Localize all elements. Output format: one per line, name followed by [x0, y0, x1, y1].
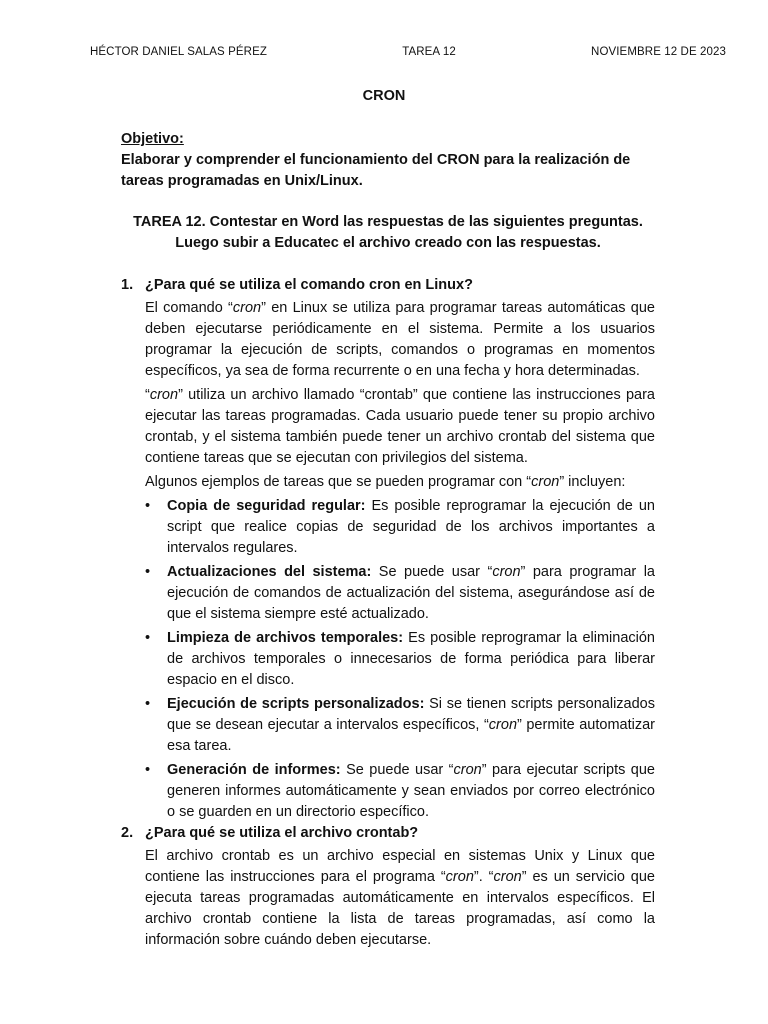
- bullet-icon: •: [145, 696, 151, 712]
- example-term: Actualizaciones del sistema:: [167, 564, 372, 580]
- text-run: “: [145, 387, 150, 403]
- text-run: ” en Linux se utiliza para programar tareas automáticas que deben ejecutarse periódicamente en el sistema. Permite a los usuarios programar la ejecución de scripts, comandos o programas en momentos específicos, ya sea de forma recurrente o en una fecha y hora determinadas.: [145, 300, 655, 379]
- question-title: ¿Para qué se utiliza el archivo crontab?: [145, 825, 419, 841]
- example-text: Se puede usar “: [371, 564, 493, 580]
- question-title: ¿Para qué se utiliza el comando cron en Linux?: [145, 277, 473, 293]
- header-assignment: TAREA 12: [402, 46, 456, 58]
- objective-text: Elaborar y comprender el funcionamiento del CRON para la realización de tareas programadas en Unix/Linux.: [121, 152, 631, 189]
- bullet-icon: •: [145, 498, 151, 514]
- questions-list: [121, 275, 655, 951]
- question-1: [121, 275, 655, 823]
- objective-label: Objetivo:: [121, 131, 184, 147]
- example-text: Es posible reprogramar la ejecución de un script que realice copias de seguridad de los archivos importantes a intervalos regulares.: [167, 498, 655, 556]
- example-text: Es posible reprogramar la eliminación de archivos temporales o innecesarios de forma periódica para liberar espacio en el disco.: [167, 630, 655, 688]
- task-line-1: TAREA 12. Contestar en Word las respuestas de las siguientes preguntas.: [133, 214, 643, 230]
- cron-term: cron: [488, 717, 518, 733]
- list-item: [145, 628, 655, 691]
- page-title: CRON: [362, 88, 406, 104]
- task-instructions: [121, 212, 655, 254]
- examples-list: [145, 496, 655, 823]
- objective-section: [121, 129, 655, 192]
- cron-term: cron: [531, 474, 560, 490]
- question-number: 1.: [121, 277, 134, 293]
- cron-term: cron: [232, 300, 262, 316]
- bullet-icon: •: [145, 762, 151, 778]
- text-run: El comando “: [145, 300, 233, 316]
- cron-term: cron: [453, 762, 482, 778]
- example-text: ” para ejecutar scripts que generen informes automáticamente y sean enviados por correo electrónico o se guarden en un directorio específico.: [167, 762, 655, 820]
- bullet-icon: •: [145, 630, 151, 646]
- list-item: [145, 694, 655, 757]
- header-date: NOVIEMBRE 12 DE 2023: [591, 46, 726, 58]
- answer-paragraph: [145, 846, 655, 951]
- example-term: Limpieza de archivos temporales:: [167, 630, 404, 646]
- cron-term: cron: [492, 564, 521, 580]
- question-2: [121, 823, 655, 951]
- question-number: 2.: [121, 825, 134, 841]
- cron-term: cron: [493, 869, 522, 885]
- example-text: ” para programar la ejecución de comandos de actualización del sistema, asegurándose así de que el sistema siempre esté actualizado.: [167, 564, 655, 622]
- document-body: [121, 129, 655, 951]
- text-run: ”. “: [473, 869, 494, 885]
- answer-paragraph: [145, 472, 655, 493]
- list-item: [145, 760, 655, 823]
- cron-term: cron: [149, 387, 179, 403]
- text-run: ” utiliza un archivo llamado “crontab” que contiene las instrucciones para ejecutar las tareas programadas. Cada usuario puede tener su propio archivo crontab, y el sistema también puede tener un archivo crontab del sistema que contiene tareas que se ejecutan con privilegios del sistema.: [145, 387, 655, 466]
- answer-paragraph: [145, 385, 655, 469]
- example-term: Generación de informes:: [167, 762, 341, 778]
- page-header: [90, 46, 726, 58]
- text-run: Algunos ejemplos de tareas que se pueden programar con “: [145, 474, 532, 490]
- example-term: Copia de seguridad regular:: [167, 498, 366, 514]
- example-term: Ejecución de scripts personalizados:: [167, 696, 425, 712]
- answer-paragraph: [145, 298, 655, 382]
- bullet-icon: •: [145, 564, 151, 580]
- list-item: [145, 562, 655, 625]
- text-run: El archivo crontab es un archivo especial en sistemas Unix y Linux que contiene las instrucciones para el programa “: [145, 848, 655, 885]
- list-item: [145, 496, 655, 559]
- cron-term: cron: [445, 869, 474, 885]
- example-text: Se puede usar “: [340, 762, 454, 778]
- example-text: ” permite automatizar esa tarea.: [167, 717, 655, 754]
- task-line-2: Luego subir a Educatec el archivo creado con las respuestas.: [175, 235, 601, 251]
- header-author: HÉCTOR DANIEL SALAS PÉREZ: [90, 46, 267, 58]
- example-text: Si se tienen scripts personalizados que se desean ejecutar a intervalos específicos, “: [167, 696, 655, 733]
- text-run: ” incluyen:: [559, 474, 626, 490]
- text-run: ” es un servicio que ejecuta tareas programadas automáticamente en intervalos específicos. El archivo crontab contiene la lista de tareas programadas, así como la información sobre cuándo deben ejecutarse.: [145, 869, 655, 948]
